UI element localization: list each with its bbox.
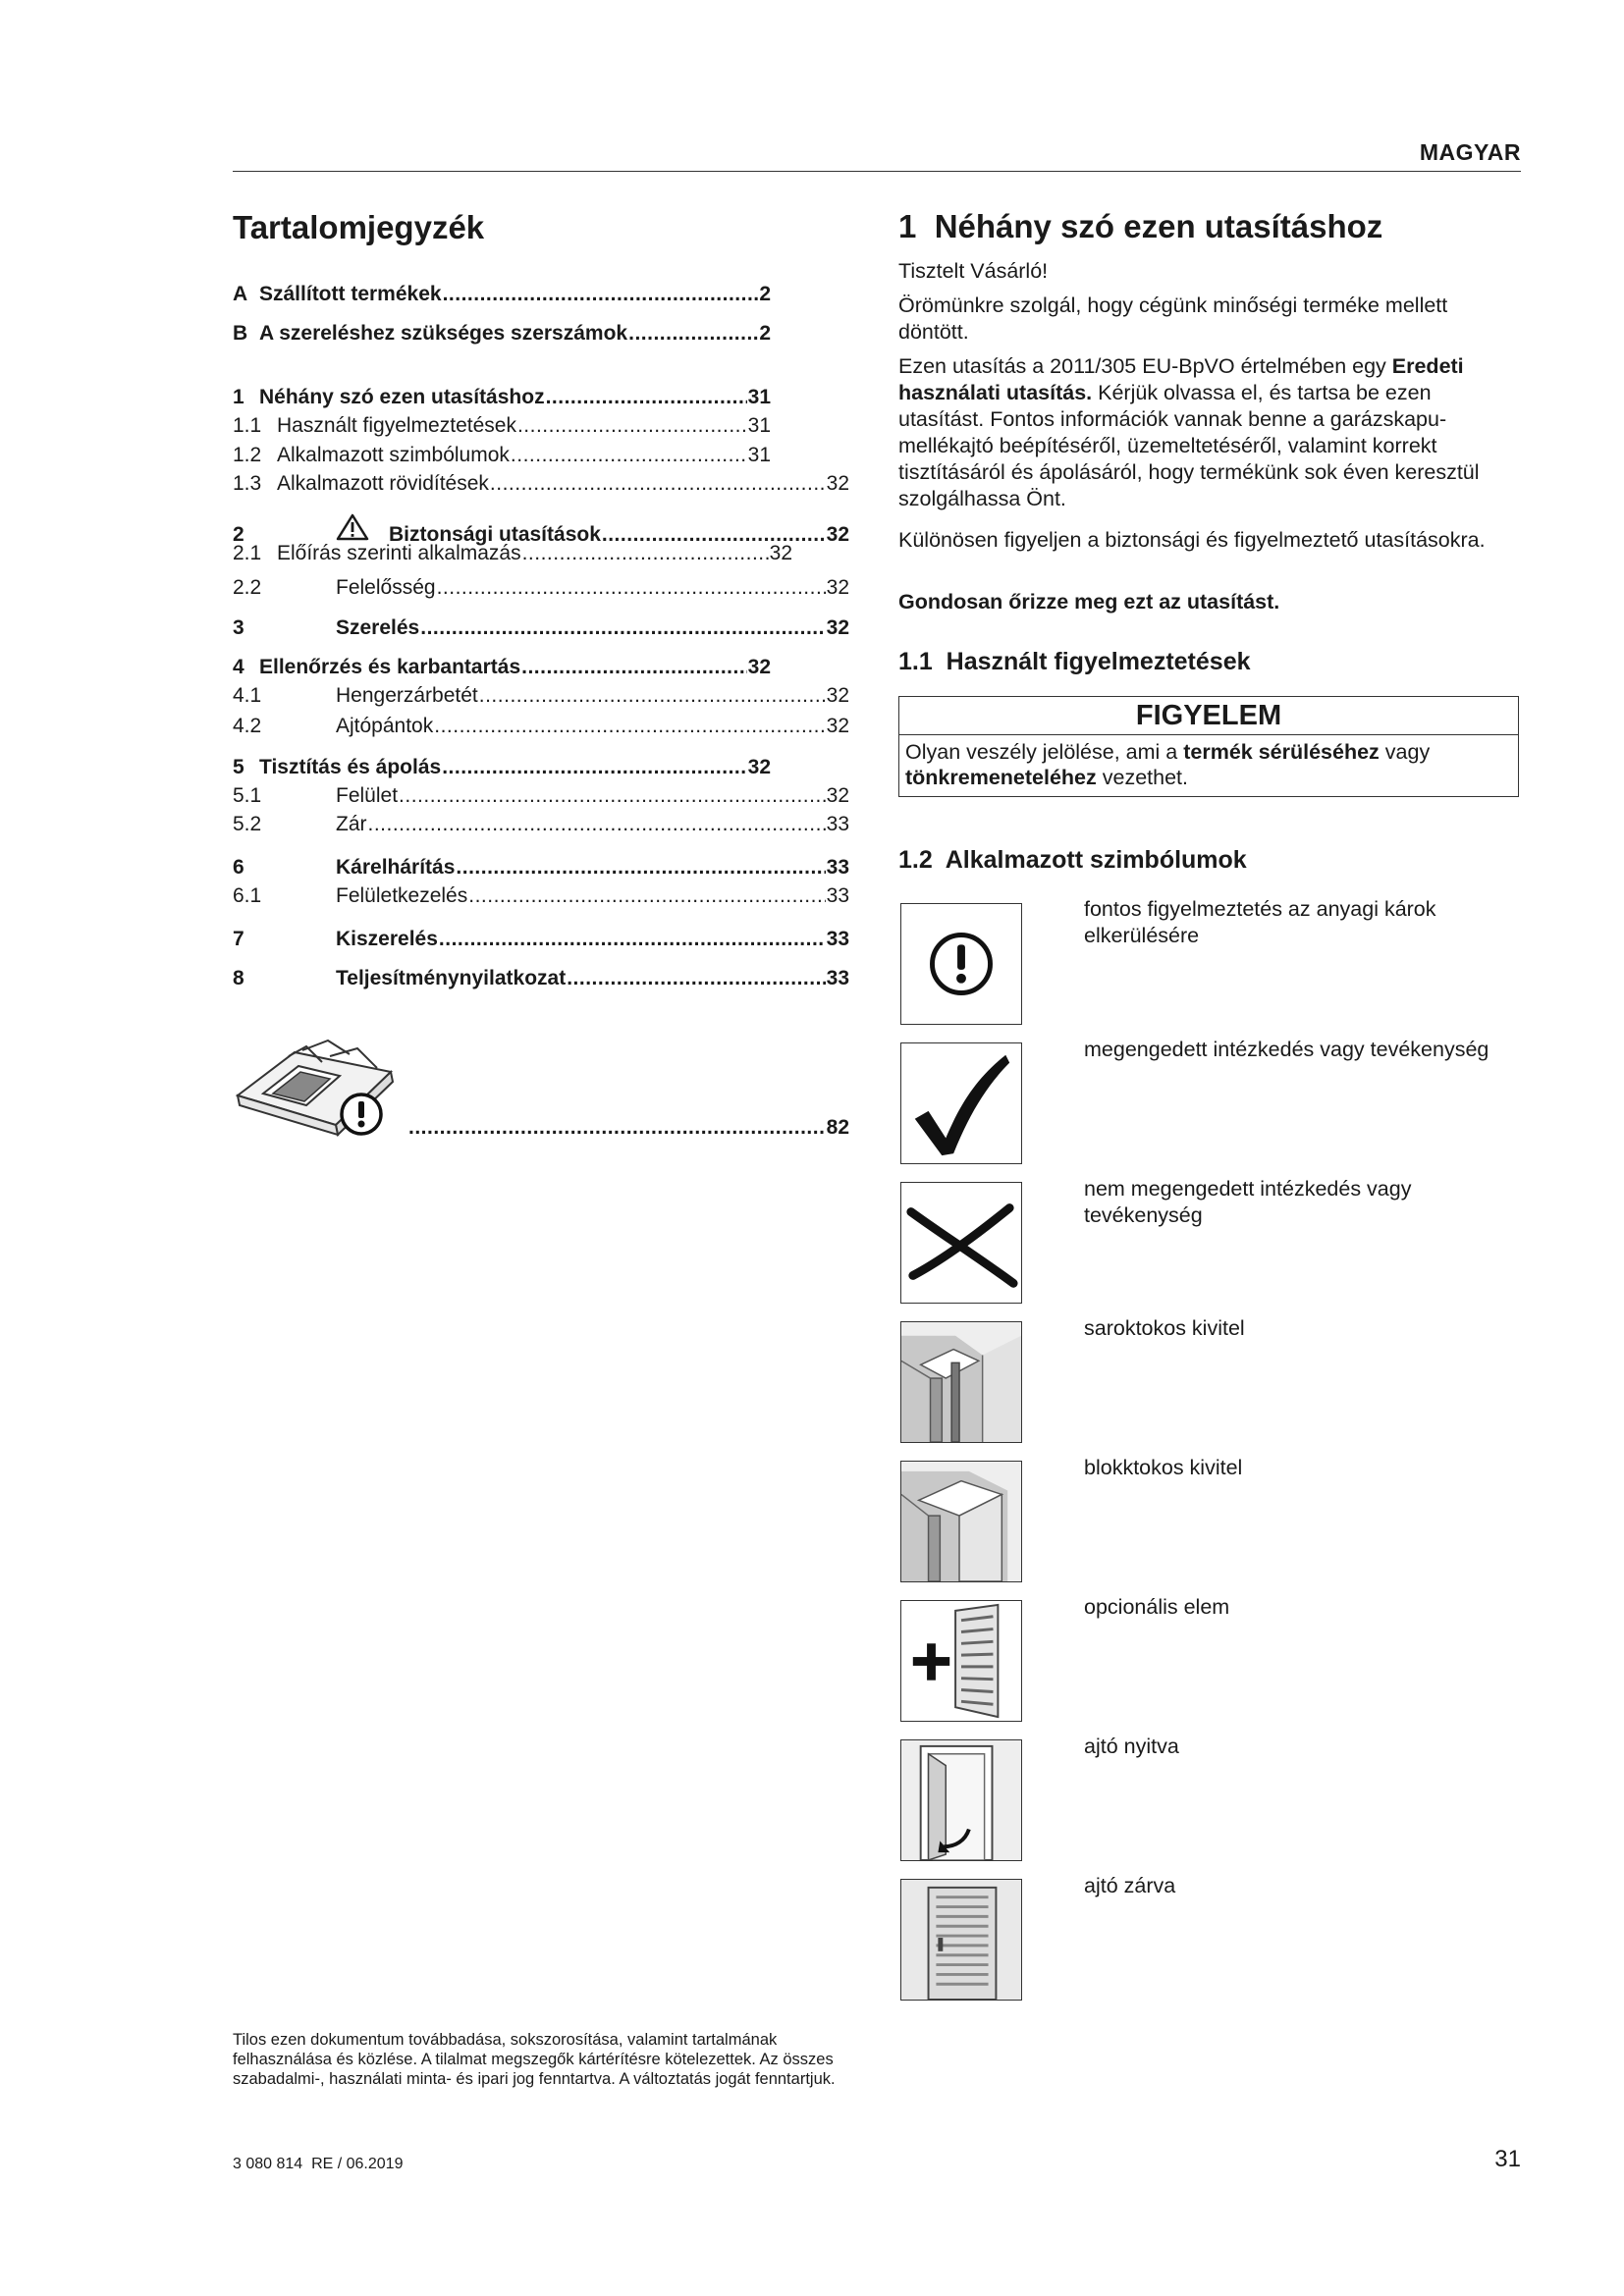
section-1-1-heading: 1.1 Használt figyelmeztetések	[898, 648, 1251, 675]
toc-entry: 4 Ellenőrzés és karbantartás ..... 32	[233, 656, 771, 685]
copyright-notice: Tilos ezen dokumentum továbbadása, sokszorosítása, valamint tartalmának felhasználása és közlése. A tilalmat megszegők kártérítésre kötelezettek. Az összes szabadalmi-, használati minta- és ipari jog fenntartva. A változtatás jogát fenntartjuk.	[233, 2031, 836, 2088]
toc-entry: B A szereléshez szükséges szerszámok ..... 2	[233, 322, 771, 351]
cross-icon	[900, 1182, 1022, 1304]
language-label: MAGYAR	[1419, 139, 1521, 165]
section-1-heading: 1 Néhány szó ezen utasításhoz	[898, 208, 1383, 244]
warning-box-text: Olyan veszély jelölése, ami a termék sérüléséhez vagy tönkremeneteléhez vezethet.	[905, 740, 1431, 789]
safety-paragraph: Különösen figyeljen a biztonsági és figyelmeztető utasításokra.	[898, 528, 1486, 552]
page-number: 31	[1494, 2146, 1521, 2172]
toc-entry: 5.2 Zár ..... 33	[233, 813, 849, 842]
toc-entry: 3 Szerelés ..... 32	[233, 616, 849, 646]
corner-frame-icon	[900, 1321, 1022, 1443]
toc-entry: 1.2 Alkalmazott szimbólumok ..... 31	[233, 444, 771, 473]
warning-box	[898, 696, 1519, 797]
warning-box-title: FIGYELEM	[899, 697, 1518, 735]
symbol-description: fontos figyelmeztetés az anyagi károk elkerülésére	[1084, 897, 1436, 947]
toc-entry: 2 Biztonsági utasítások ..... 32	[233, 513, 849, 543]
header-divider	[233, 171, 1521, 172]
symbol-description: megengedett intézkedés vagy tevékenység	[1084, 1038, 1489, 1061]
toc-title: Tartalomjegyzék	[233, 209, 485, 245]
symbol-description: blokktokos kivitel	[1084, 1456, 1243, 1479]
optional-element-icon	[900, 1600, 1022, 1722]
keep-instructions: Gondosan őrizze meg ezt az utasítást.	[898, 590, 1280, 614]
toc-entry: 5.1 Felület ..... 32	[233, 784, 849, 814]
symbol-description: ajtó zárva	[1084, 1874, 1176, 1897]
toc-entry: 6 Kárelhárítás ..... 33	[233, 856, 849, 885]
symbol-description: ajtó nyitva	[1084, 1735, 1179, 1758]
door-package-illustration	[234, 1031, 410, 1148]
symbol-description: nem megengedett intézkedés vagy tevékenység	[1084, 1177, 1412, 1227]
door-closed-icon	[900, 1879, 1022, 2001]
toc-entry: 1 Néhány szó ezen utasításhoz ..... 31	[233, 386, 771, 415]
toc-entry: 1.3 Alkalmazott rövidítések ..... 32	[233, 472, 849, 502]
instruction-paragraph: Ezen utasítás a 2011/305 EU-BpVO értelmében egy Eredeti használati utasítás. Kérjük olvassa el, és tartsa be ezen utasítást. Fontos információk vannak benne a garázskapu-mellékajtó beépítéséről, üzemeltetéséről, valamint korrekt tisztításáról és ápolásáról, hogy termékünk sok éven keresztül szolgálhassa Önt.	[898, 354, 1480, 510]
toc-entry: 4.1 Hengerzárbetét ..... 32	[233, 684, 849, 714]
symbol-description: saroktokos kivitel	[1084, 1316, 1245, 1340]
toc-entry: 1.1 Használt figyelmeztetések ..... 31	[233, 414, 771, 444]
toc-entry: 2.2 Felelősség ..... 32	[233, 576, 849, 606]
document-number: 3 080 814 RE / 06.2019	[233, 2156, 404, 2172]
warning-triangle-icon	[336, 513, 369, 541]
toc-entry: 6.1 Felületkezelés ..... 33	[233, 884, 849, 914]
toc-entry: 7 Kiszerelés ..... 33	[233, 928, 849, 957]
toc-entry: 4.2 Ajtópántok ..... 32	[233, 715, 849, 744]
toc-entry: A Szállított termékek ..... 2	[233, 283, 771, 312]
toc-entry: 5 Tisztítás és ápolás ..... 32	[233, 756, 771, 785]
symbol-description: opcionális elem	[1084, 1595, 1230, 1619]
section-1-2-heading: 1.2 Alkalmazott szimbólumok	[898, 846, 1247, 874]
door-open-icon	[900, 1739, 1022, 1861]
exclamation-circle-icon	[900, 903, 1022, 1025]
intro-paragraph: Örömünkre szolgál, hogy cégünk minőségi terméke mellett döntött.	[898, 294, 1448, 344]
greeting: Tisztelt Vásárló!	[898, 259, 1049, 283]
toc-figure-entry: ..... 82	[407, 1116, 849, 1146]
checkmark-icon	[900, 1042, 1022, 1164]
toc-entry: 8 Teljesítménynyilatkozat ..... 33	[233, 967, 849, 996]
toc-entry: 2.1 Előírás szerinti alkalmazás ..... 32	[233, 542, 792, 571]
block-frame-icon	[900, 1461, 1022, 1582]
